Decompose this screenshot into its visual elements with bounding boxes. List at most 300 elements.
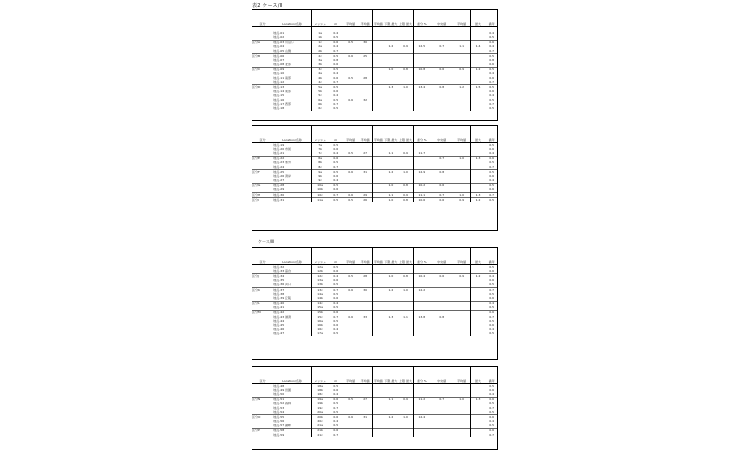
table-cell: 地点-36 河口 bbox=[273, 282, 292, 287]
table-cell: 区分O bbox=[252, 415, 273, 420]
table-cell: 0.5 bbox=[333, 106, 339, 110]
table-cell: 地点-37 bbox=[273, 287, 311, 292]
table-cell: 25 bbox=[358, 54, 373, 59]
table-cell: 0.6 bbox=[343, 170, 358, 175]
table-cell bbox=[373, 198, 384, 203]
table-cell: 17a bbox=[311, 332, 328, 336]
column-header: Location/名称 bbox=[273, 367, 311, 384]
table-cell: 0.6 bbox=[333, 89, 339, 94]
table-cell: 0.4 bbox=[328, 274, 343, 279]
table-cell: 地点-11 南部 bbox=[273, 76, 292, 80]
table-cell: 18a bbox=[311, 384, 328, 389]
data-table-4 bbox=[252, 366, 498, 450]
table-cell: 3c bbox=[311, 67, 328, 72]
table-cell: 0.7 bbox=[489, 315, 494, 319]
table-cell: 9b bbox=[311, 174, 328, 178]
table-cell: 地点-17 西部 bbox=[273, 102, 292, 106]
table-cell: 0.5 bbox=[333, 331, 339, 336]
column-header: 平均値 bbox=[358, 10, 373, 27]
table-cell: 0.6 bbox=[343, 193, 358, 198]
table-cell: 0.5 bbox=[489, 106, 494, 110]
table-cell: 9a bbox=[311, 170, 328, 175]
table-cell: 0.6 bbox=[489, 323, 494, 328]
table-cell: 0.6 bbox=[489, 388, 494, 392]
table-right-border bbox=[497, 248, 498, 359]
column-header: m bbox=[328, 126, 343, 143]
column-header: 中央値 bbox=[430, 248, 453, 265]
table-cell: 0.9 bbox=[398, 397, 413, 402]
table-cell: 0.5 bbox=[485, 198, 498, 203]
table-cell bbox=[413, 332, 430, 336]
table-cell bbox=[413, 433, 430, 437]
table-cell: 0.7 bbox=[333, 164, 339, 169]
column-header: 区分 bbox=[252, 367, 273, 384]
table-cell: 0.8 bbox=[398, 198, 413, 203]
table-cell: 1.0 bbox=[383, 183, 398, 188]
table-cell: 8c bbox=[311, 165, 328, 170]
table-cell: 0.5 bbox=[333, 305, 339, 310]
table-cell: 0.6 bbox=[430, 67, 453, 72]
table-cell: 0.7 bbox=[333, 80, 339, 84]
table-cell: 0.5 bbox=[333, 98, 339, 102]
table-cell: 18b bbox=[311, 388, 328, 392]
column-header: 差分 % bbox=[413, 248, 430, 265]
table-cell bbox=[343, 332, 358, 336]
table-cell: 区分H bbox=[252, 193, 273, 198]
table-cell bbox=[453, 433, 470, 437]
table-cell: 0.9 bbox=[453, 198, 470, 203]
table-cell: 1.3 bbox=[383, 85, 398, 90]
column-header: メッシュ bbox=[311, 248, 328, 265]
column-header: 平均値 bbox=[453, 126, 470, 143]
table-cell: 1.0 bbox=[453, 193, 470, 198]
table-cell: 地点-07 bbox=[273, 58, 285, 62]
table-cell: 地点-20 市街 bbox=[273, 147, 292, 151]
table-cell: 20a bbox=[311, 410, 328, 415]
column-header: Location/名称 bbox=[273, 248, 311, 265]
table-cell: 区分I bbox=[252, 198, 273, 203]
column-header: 中央値 bbox=[430, 126, 453, 143]
table-cell: 19b bbox=[311, 402, 328, 406]
table-cell: 0.5 bbox=[348, 76, 353, 80]
table-cell: 0.5 bbox=[333, 319, 339, 323]
table-cell: 地点-59 bbox=[273, 433, 285, 437]
table-cell: 0.5 bbox=[343, 40, 358, 45]
table-cell: 27 bbox=[358, 397, 373, 402]
table-cell: 19a bbox=[311, 397, 328, 402]
table-cell: 0.6 bbox=[333, 388, 339, 392]
table-cell: 0.5 bbox=[343, 274, 358, 279]
column-header: 最大 bbox=[470, 367, 485, 384]
table-cell: 14a bbox=[311, 292, 328, 296]
table-cell: 28 bbox=[363, 76, 368, 80]
table-cell: 10a bbox=[311, 183, 328, 188]
table-cell: 0.5 bbox=[333, 142, 339, 147]
table-cell: 0.4 bbox=[333, 392, 339, 396]
column-header: 差分 % bbox=[413, 10, 430, 27]
table-cell: 0.4 bbox=[485, 301, 498, 306]
table-cell: 0.5 bbox=[489, 383, 494, 388]
table-cell: 地点-03 川沿い bbox=[273, 40, 311, 45]
table-cell: 0.6 bbox=[328, 156, 343, 161]
table-cell: 0.7 bbox=[333, 102, 339, 106]
table-cell: 0.6 bbox=[343, 287, 358, 292]
table-cell: 1.2 bbox=[388, 44, 394, 49]
table-cell: 13.8 bbox=[413, 315, 430, 319]
table-cell: 0.6 bbox=[343, 54, 358, 59]
table-cell: 区分G bbox=[252, 183, 273, 188]
table-cell: 3a bbox=[311, 58, 328, 62]
table-cell: 地点-34 bbox=[273, 274, 311, 279]
table-cell: 1.5 bbox=[470, 85, 485, 90]
table-cell: 10.2 bbox=[413, 183, 430, 188]
table-cell: 1.1 bbox=[383, 397, 398, 402]
table-cell: 0.5 bbox=[333, 401, 339, 406]
table-cell: 7a bbox=[311, 143, 328, 148]
table-cell: 地点-30 bbox=[273, 193, 311, 198]
table-cell: 0.6 bbox=[333, 278, 339, 283]
table-cell: 4c bbox=[311, 80, 328, 85]
column-header: 中央値 bbox=[430, 10, 453, 27]
table-cell: 0.5 bbox=[489, 292, 494, 296]
table-cell: 12c bbox=[311, 274, 328, 279]
table-cell: 0.6 bbox=[333, 187, 339, 192]
table-cell: 地点-27 bbox=[273, 178, 285, 183]
table-cell: 1.1 bbox=[459, 44, 465, 49]
table-cell: 地点-21 bbox=[273, 151, 285, 155]
table-cell: 0.4 bbox=[328, 301, 343, 306]
table-cell: 15a bbox=[311, 306, 328, 311]
table-cell: 0.7 bbox=[328, 193, 343, 198]
table-cell: 11a bbox=[311, 198, 328, 203]
table-cell: 11.2 bbox=[413, 397, 430, 402]
table-cell: 12.5 bbox=[413, 45, 430, 49]
table-cell: 0.8 bbox=[398, 183, 413, 188]
column-header: 下限 最大 bbox=[383, 126, 398, 143]
table-cell: 0.7 bbox=[489, 80, 494, 84]
table-cell: 地点-01 bbox=[273, 31, 285, 35]
table-cell bbox=[373, 433, 384, 437]
column-header: 平均値 bbox=[453, 10, 470, 27]
table-cell: 30 bbox=[358, 40, 373, 45]
table-cell: 0.8 bbox=[489, 58, 494, 62]
table-cell: 33 bbox=[363, 315, 368, 319]
table-cell: 1.0 bbox=[383, 198, 398, 203]
table-cell bbox=[470, 332, 485, 336]
table-cell: 0.4 bbox=[489, 419, 494, 424]
table-cell: 0.6 bbox=[485, 156, 498, 161]
table-cell: 0.8 bbox=[439, 315, 445, 319]
table-cell: 0.6 bbox=[489, 89, 494, 94]
table-cell: 0.6 bbox=[485, 397, 498, 402]
table-cell: 0.8 bbox=[430, 170, 453, 175]
table-cell: 30 bbox=[358, 287, 373, 292]
table-cell: 0.7 bbox=[489, 48, 494, 53]
table-cell: 0.5 bbox=[333, 383, 339, 388]
table-cell: 0.6 bbox=[485, 415, 498, 420]
table-cell: 地点-33 高台 bbox=[273, 269, 292, 273]
table-cell: 2b bbox=[311, 49, 328, 54]
table-cell bbox=[373, 106, 384, 110]
table-cell: 5a bbox=[311, 85, 328, 90]
table-cell: 7c bbox=[311, 151, 328, 156]
table-cell: 0.5 bbox=[489, 319, 494, 323]
table-cell: 0.7 bbox=[328, 287, 343, 292]
table-cell: 0.9 bbox=[453, 67, 470, 72]
table-cell: 6c bbox=[311, 106, 328, 110]
table-cell: 0.6 bbox=[328, 428, 343, 433]
table-cell: 10.8 bbox=[413, 67, 430, 72]
table-cell: 地点-10 bbox=[273, 71, 285, 76]
table-cell: 区分C bbox=[252, 67, 273, 72]
table-cell bbox=[373, 332, 384, 336]
table-cell: 地点-04 bbox=[273, 44, 285, 49]
table-cell: 0.5 bbox=[489, 98, 494, 102]
table-cell bbox=[430, 433, 453, 437]
table-cell bbox=[398, 433, 413, 437]
table-cell: 0.6 bbox=[489, 187, 494, 192]
table-cell: 1.2 bbox=[383, 287, 398, 292]
table-cell: 0.5 bbox=[333, 282, 339, 287]
table-cell: 28 bbox=[358, 274, 373, 279]
table-cell: 16c bbox=[311, 328, 328, 332]
table-cell: 1b bbox=[311, 35, 328, 40]
table-cell: 9c bbox=[311, 179, 328, 184]
table-cell: 31 bbox=[358, 170, 373, 175]
table-cell: 区分L bbox=[252, 301, 273, 306]
column-header: 備考 bbox=[485, 126, 498, 143]
table-cell: 0.4 bbox=[489, 31, 494, 35]
table-cell: 0.5 bbox=[333, 160, 339, 165]
table-cell: 地点-38 bbox=[273, 292, 285, 296]
table-right-border bbox=[497, 126, 498, 230]
table-cell: 地点-28 bbox=[273, 183, 311, 188]
column-header: 平均値 bbox=[373, 126, 384, 143]
table-cell: 地点-32 bbox=[273, 264, 285, 269]
table-cell: 0.7 bbox=[430, 397, 453, 402]
column-header: 備考 bbox=[485, 10, 498, 27]
table-cell: 地点-42 bbox=[273, 310, 311, 315]
table-cell: 21a bbox=[311, 424, 328, 429]
table-cell: 13c bbox=[311, 287, 328, 292]
table-cell: 11.1 bbox=[413, 193, 430, 198]
table-cell: 0.6 bbox=[333, 62, 339, 67]
column-header: 平均値 bbox=[343, 367, 358, 384]
table-cell bbox=[343, 106, 358, 110]
table-cell: 0.5 bbox=[489, 35, 494, 39]
table-header-row bbox=[252, 248, 498, 265]
table-cell: 0.5 bbox=[489, 423, 494, 428]
table-cell: 1.0 bbox=[383, 67, 398, 72]
column-header: 差分 % bbox=[413, 126, 430, 143]
table-cell: 地点-31 bbox=[273, 198, 311, 203]
table bbox=[252, 367, 498, 437]
table-cell: 13.4 bbox=[413, 85, 430, 90]
table-cell: 0.6 bbox=[485, 40, 498, 45]
table-cell: 地点-57 湖畔 bbox=[273, 423, 292, 428]
table-cell: 21b bbox=[311, 428, 328, 433]
table-cell: 地点-53 bbox=[273, 405, 285, 410]
table-cell bbox=[358, 433, 373, 437]
table-cell: 0.6 bbox=[328, 40, 343, 45]
table-cell: 14c bbox=[311, 301, 328, 306]
table-cell: 地点-16 bbox=[273, 98, 285, 102]
table-cell: 地点-55 bbox=[273, 415, 311, 420]
column-header: 平均値 bbox=[358, 367, 373, 384]
table-cell: 地点-44 bbox=[273, 319, 285, 323]
table-cell: 地点-26 湾岸 bbox=[273, 174, 292, 178]
table-cell: 0.4 bbox=[489, 178, 494, 183]
table-cell: 0.7 bbox=[430, 156, 453, 161]
table-right-border bbox=[497, 10, 498, 120]
column-header: 平均値 bbox=[343, 126, 358, 143]
table-cell: 1.1 bbox=[403, 315, 408, 319]
table-cell: 地点-06 bbox=[273, 54, 311, 59]
table-cell: 5b bbox=[311, 90, 328, 94]
table-cell: 0.8 bbox=[398, 67, 413, 72]
table-cell: 31 bbox=[358, 415, 373, 420]
column-header: 最大 bbox=[470, 126, 485, 143]
table-cell: 0.6 bbox=[430, 198, 453, 203]
table-cell: 1.2 bbox=[383, 170, 398, 175]
column-header: 平均値 bbox=[453, 248, 470, 265]
table-cell: 地点-05 山側 bbox=[273, 48, 292, 53]
table-cell: 区分A bbox=[252, 40, 273, 45]
table-cell bbox=[358, 332, 373, 336]
table-cell: 地点-46 bbox=[273, 327, 285, 332]
table-cell: 0.7 bbox=[489, 433, 494, 437]
table-cell: 地点-49 田園 bbox=[273, 388, 292, 392]
table-cell: 10.6 bbox=[413, 198, 430, 203]
column-header: 平均値 bbox=[453, 367, 470, 384]
table-cell: 0.6 bbox=[430, 183, 453, 188]
table-cell: 21c bbox=[311, 433, 328, 437]
data-table-1 bbox=[252, 9, 498, 121]
section-title: ケース/Ⅲ bbox=[258, 239, 274, 244]
table-cell: 地点-18 bbox=[273, 106, 285, 110]
table-cell: 5c bbox=[311, 94, 328, 98]
table-cell: 1.2 bbox=[470, 274, 485, 279]
table-cell: 0.4 bbox=[489, 71, 494, 76]
column-header: Location/名称 bbox=[273, 10, 311, 27]
table-cell: 0.7 bbox=[439, 44, 445, 49]
table-header-row bbox=[252, 126, 498, 143]
table-cell bbox=[252, 106, 273, 110]
column-header: m bbox=[328, 248, 343, 265]
table-cell: 1.0 bbox=[453, 156, 470, 161]
table-cell: 0.4 bbox=[333, 71, 339, 76]
table-cell: 0.4 bbox=[333, 93, 339, 98]
table-cell: 1.0 bbox=[398, 415, 413, 420]
table bbox=[252, 10, 498, 111]
table-cell: 0.5 bbox=[485, 183, 498, 188]
table-cell: 地点-35 bbox=[273, 278, 285, 283]
table-cell: 地点-43 港湾 bbox=[273, 315, 292, 319]
table-cell: 10.4 bbox=[413, 274, 430, 279]
table-cell: 0.5 bbox=[489, 410, 494, 414]
table-cell: 0.4 bbox=[333, 44, 339, 49]
table-cell: 20b bbox=[311, 415, 328, 420]
table-cell: 地点-39 丘陵 bbox=[273, 296, 292, 300]
column-header: 平均値 bbox=[373, 367, 384, 384]
table-cell: 2a bbox=[311, 45, 328, 49]
table-cell: 0.4 bbox=[333, 151, 339, 155]
column-header: 下限 最大 bbox=[383, 248, 398, 265]
table-cell: 地点-22 bbox=[273, 156, 311, 161]
table-cell: 0.7 bbox=[489, 102, 494, 106]
table-cell: 0.6 bbox=[333, 269, 339, 273]
table-cell: 0.6 bbox=[328, 310, 343, 315]
table-cell bbox=[413, 106, 430, 110]
column-header: メッシュ bbox=[311, 367, 328, 384]
table-cell bbox=[358, 106, 373, 110]
table-cell: 1.3 bbox=[388, 315, 394, 319]
table-cell: 0.5 bbox=[485, 85, 498, 90]
table-cell: 区分K bbox=[252, 287, 273, 292]
table-cell: 1.1 bbox=[383, 193, 398, 198]
table-cell: 地点-23 郊外 bbox=[273, 160, 292, 165]
table-cell: 13a bbox=[311, 279, 328, 283]
table-cell: 地点-12 bbox=[273, 80, 285, 84]
column-header: m bbox=[328, 367, 343, 384]
table-cell: 0.5 bbox=[333, 423, 339, 428]
table-cell: 地点-02 bbox=[273, 35, 285, 39]
table-cell: 0.7 bbox=[333, 433, 339, 437]
table-cell: 19c bbox=[311, 406, 328, 410]
table-cell: 0.8 bbox=[398, 274, 413, 279]
table-cell: 1.3 bbox=[470, 193, 485, 198]
table-cell: 0.6 bbox=[328, 415, 343, 420]
table bbox=[252, 248, 498, 336]
table-cell: 地点-41 bbox=[273, 305, 285, 310]
table-cell: 0.6 bbox=[348, 315, 353, 319]
column-header: 下限 最大 bbox=[383, 367, 398, 384]
table-cell: 地点-09 bbox=[273, 67, 311, 72]
table-cell: 地点-47 bbox=[273, 331, 285, 336]
table-cell: 0.5 bbox=[333, 410, 339, 414]
table-cell: 0.5 bbox=[333, 264, 339, 269]
table-cell bbox=[430, 332, 453, 336]
table-cell: 0.5 bbox=[489, 331, 494, 336]
table-cell: 16b bbox=[311, 323, 328, 327]
table-cell: 0.6 bbox=[489, 296, 494, 300]
table-cell: 12b bbox=[311, 269, 328, 274]
table-cell: 区分N bbox=[252, 397, 273, 402]
table-cell: 16a bbox=[311, 319, 328, 323]
table-cell: 6a bbox=[311, 98, 328, 102]
table-cell bbox=[470, 106, 485, 110]
column-header: 最大 bbox=[470, 248, 485, 265]
table-cell bbox=[383, 433, 398, 437]
column-header: 下限 最大 bbox=[383, 10, 398, 27]
table-cell: 0.9 bbox=[398, 193, 413, 198]
table-cell: 27 bbox=[363, 151, 368, 155]
table-cell: 区分M bbox=[252, 310, 273, 315]
table-cell: 1.0 bbox=[398, 170, 413, 175]
table-cell: 0.6 bbox=[333, 174, 339, 178]
table-cell: 0.5 bbox=[485, 54, 498, 59]
table-cell: 地点-24 bbox=[273, 164, 285, 169]
table-cell: 0.7 bbox=[333, 315, 339, 319]
table-cell: 0.5 bbox=[328, 170, 343, 175]
table-cell: 0.5 bbox=[343, 397, 358, 402]
table-cell: 1.2 bbox=[470, 198, 485, 203]
table-cell: 0.4 bbox=[485, 274, 498, 279]
table-cell: 区分D bbox=[252, 85, 273, 90]
table-cell: 0.5 bbox=[328, 67, 343, 72]
table-cell bbox=[398, 106, 413, 110]
column-header: 平均値 bbox=[343, 10, 358, 27]
